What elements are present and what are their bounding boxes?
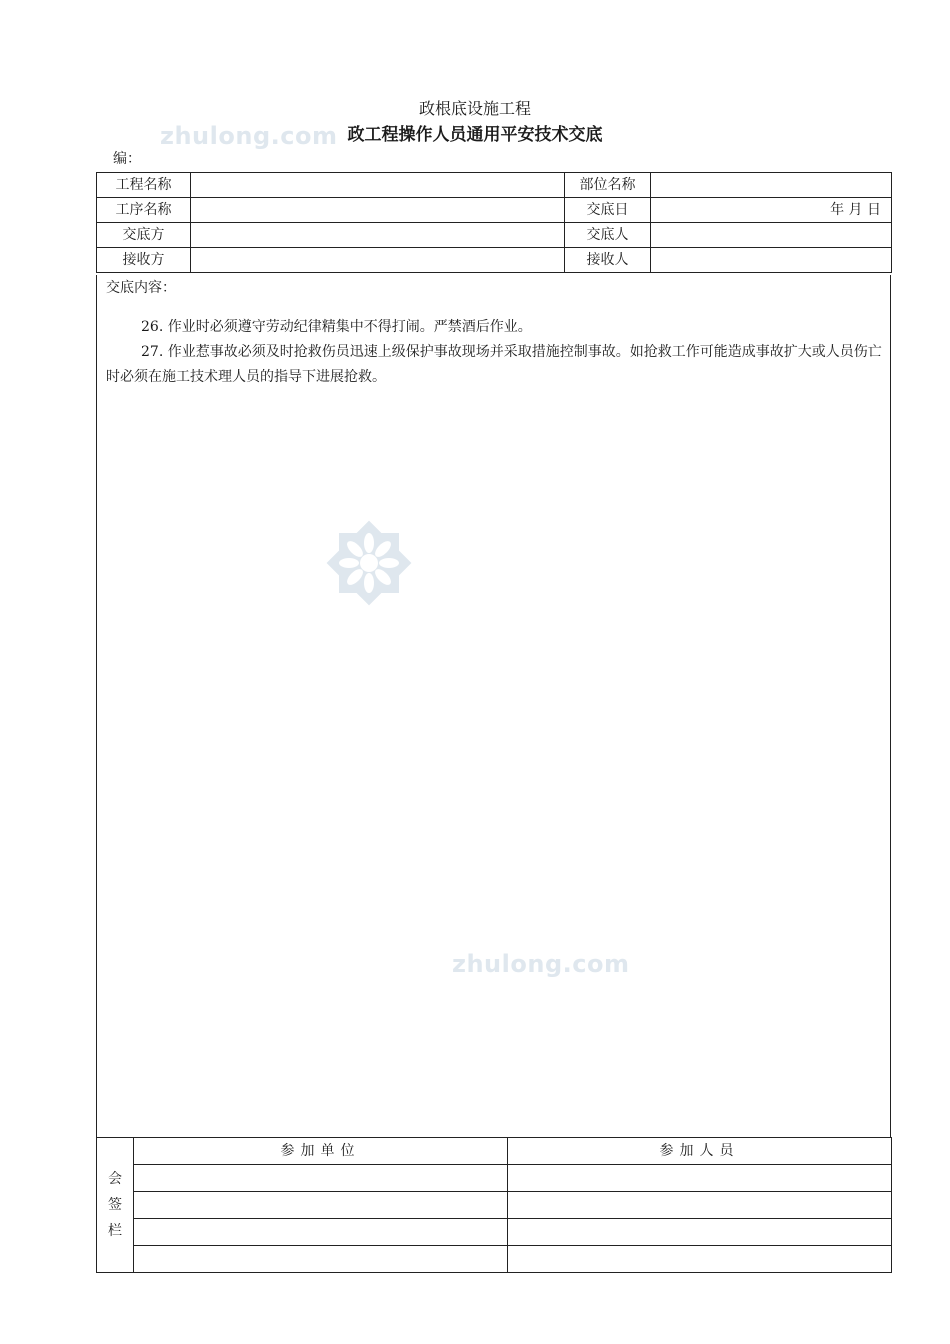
part-name-field[interactable] <box>651 173 892 198</box>
info-row-receiving <box>97 248 892 273</box>
content-item: 27. 作业惹事故必须及时抢救伤员迅速上级保护事故现场并采取措施控制事故。如抢救工作可能造成事故扩大或人员伤亡时必须在施工技术理人员的指导下进展抢救。 <box>106 344 882 385</box>
content-label: 交底内容： <box>106 280 176 296</box>
participating-people-field[interactable] <box>508 1165 892 1192</box>
participating-people-field[interactable] <box>508 1192 892 1219</box>
participating-unit-header: 参加单位 <box>134 1138 508 1165</box>
part-name-label: 部位名称 <box>565 173 651 198</box>
participating-unit-field[interactable] <box>134 1219 508 1246</box>
content-item: 26. 作业时必须遵守劳动纪律精集中不得打闹。严禁酒后作业。 <box>141 319 532 335</box>
sign-row <box>97 1219 892 1246</box>
sign-side-char: 会 <box>108 1171 122 1187</box>
content-text <box>106 315 884 390</box>
participating-people-field[interactable] <box>508 1219 892 1246</box>
receiver-label: 接收人 <box>565 248 651 273</box>
sign-side-char: 栏 <box>108 1223 122 1239</box>
process-name-field[interactable] <box>191 198 565 223</box>
project-name-label: 工程名称 <box>97 173 191 198</box>
handover-party-label: 交底方 <box>97 223 191 248</box>
watermark-text-top: zhulong.com <box>160 122 338 150</box>
receiving-party-field[interactable] <box>191 248 565 273</box>
info-row-project <box>97 173 892 198</box>
sign-row <box>97 1165 892 1192</box>
process-name-label: 工序名称 <box>97 198 191 223</box>
sign-row <box>97 1192 892 1219</box>
sign-row <box>97 1246 892 1273</box>
sign-header-row <box>97 1138 892 1165</box>
handover-date-field[interactable]: 年 月 日 <box>651 198 892 223</box>
participating-people-header: 参加人员 <box>508 1138 892 1165</box>
participating-unit-field[interactable] <box>134 1192 508 1219</box>
participating-unit-field[interactable] <box>134 1246 508 1273</box>
handover-party-field[interactable] <box>191 223 565 248</box>
project-name-field[interactable] <box>191 173 565 198</box>
handover-date-label: 交底日 <box>565 198 651 223</box>
handover-person-label: 交底人 <box>565 223 651 248</box>
receiving-party-label: 接收方 <box>97 248 191 273</box>
watermark-text-bottom: zhulong.com <box>452 950 630 978</box>
content-area <box>96 275 891 1137</box>
info-table <box>96 172 892 273</box>
edit-label: 编： <box>113 151 141 167</box>
participating-people-field[interactable] <box>508 1246 892 1273</box>
participating-unit-field[interactable] <box>134 1165 508 1192</box>
handover-person-field[interactable] <box>651 223 892 248</box>
info-row-handover <box>97 223 892 248</box>
info-row-process <box>97 198 892 223</box>
sign-side-char: 签 <box>108 1197 122 1213</box>
receiver-field[interactable] <box>651 248 892 273</box>
document-title: 政工程操作人员通用平安技术交底 <box>347 125 603 145</box>
document-subtitle: 政根底设施工程 <box>418 99 531 118</box>
sign-side-label <box>97 1138 134 1273</box>
sign-table <box>96 1137 892 1273</box>
